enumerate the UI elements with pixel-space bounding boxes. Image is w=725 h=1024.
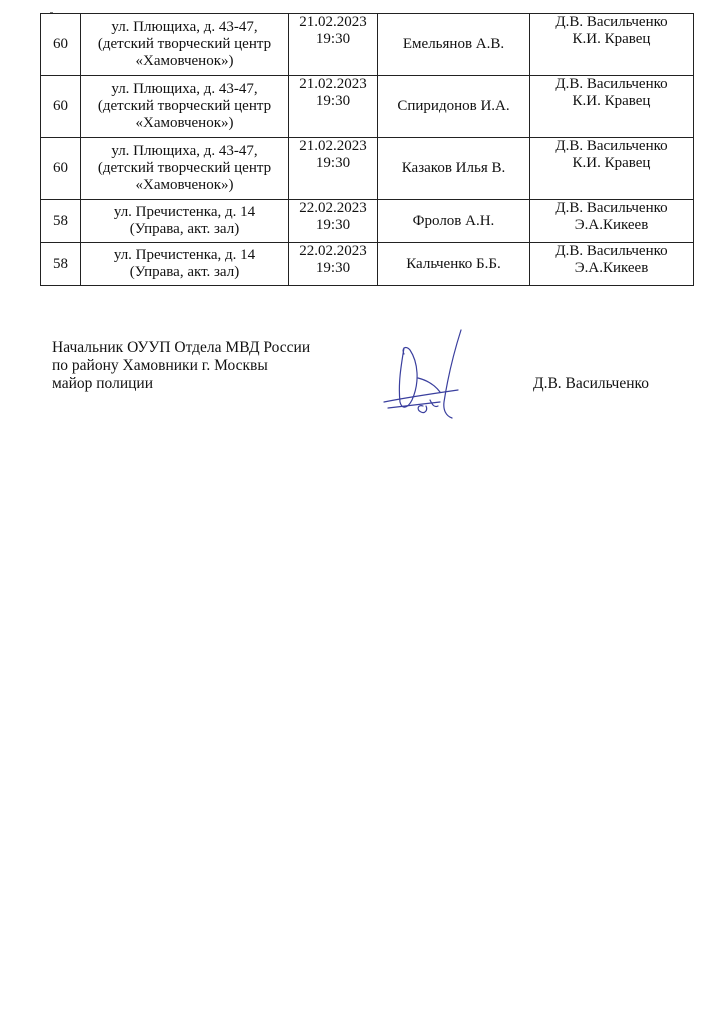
address-line: «Хамовченок») [135,115,234,131]
cell-responsible [530,14,694,76]
responsible-name: Д.В. Васильченко [555,14,668,30]
district-number: 60 [53,160,68,176]
meeting-date: 21.02.2023 [299,14,367,30]
address-line: (детский творческий центр [97,98,272,114]
meeting-time: 19:30 [315,260,351,276]
table-row [41,243,694,286]
cell-address [81,138,289,200]
cell-address [81,76,289,138]
cell-responsible [530,200,694,243]
district-number: 60 [53,36,68,52]
cell-address [81,243,289,286]
meeting-date: 22.02.2023 [299,200,367,216]
meeting-time: 19:30 [315,217,351,233]
cell-district-number [41,76,81,138]
meeting-date: 21.02.2023 [299,138,367,154]
cell-participant [378,138,530,200]
cell-responsible [530,76,694,138]
responsible-name: К.И. Кравец [572,93,651,109]
meeting-schedule-table [40,13,694,286]
address-line: «Хамовченок») [135,53,234,69]
meeting-date: 22.02.2023 [299,243,367,259]
participant-name: Емельянов А.В. [402,36,505,52]
cell-district-number [41,200,81,243]
district-number: 58 [53,212,68,229]
cell-participant [378,14,530,76]
cell-participant [378,200,530,243]
cell-district-number [41,243,81,286]
participant-name: Кальченко Б.Б. [406,255,501,272]
responsible-name: Д.В. Васильченко [555,138,668,154]
responsible-name: Д.В. Васильченко [555,200,668,216]
cell-participant [378,76,530,138]
address-line: ул. Плющиха, д. 43-47, [111,143,258,159]
cell-responsible [530,138,694,200]
cell-address [81,14,289,76]
participant-name: Казаков Илья В. [401,160,506,176]
cell-address [81,200,289,243]
address-line: (Управа, акт. зал) [129,264,240,280]
address-line: ул. Пречистенка, д. 14 [113,247,256,263]
address-line: ул. Пречистенка, д. 14 [113,204,256,220]
cell-date-time [289,14,378,76]
signer-position-line: Начальник ОУУП Отдела МВД России [52,339,311,356]
signer-position-line: майор полиции [52,375,154,392]
table-row [41,14,694,76]
meeting-time: 19:30 [315,155,351,171]
signer-position [52,339,310,393]
address-line: (детский творческий центр [97,36,272,52]
address-line: (Управа, акт. зал) [129,221,240,237]
meeting-time: 19:30 [315,31,351,47]
address-line: ул. Плющиха, д. 43-47, [111,81,258,97]
handwritten-signature [368,318,478,428]
table-row [41,138,694,200]
responsible-name: Д.В. Васильченко [555,243,668,259]
responsible-name: К.И. Кравец [572,31,651,47]
cell-date-time [289,138,378,200]
cell-responsible [530,243,694,286]
district-number: 58 [53,255,68,272]
participant-name: Фролов А.Н. [412,212,495,229]
district-number: 60 [53,98,68,114]
address-line: «Хамовченок») [135,177,234,193]
meeting-time: 19:30 [315,93,351,109]
schedule-rows [41,14,694,286]
signer-position-line: по району Хамовники г. Москвы [52,357,268,374]
table-row [41,200,694,243]
cell-district-number [41,14,81,76]
cell-date-time [289,76,378,138]
responsible-name: К.И. Кравец [572,155,651,171]
responsible-name: Э.А.Кикеев [574,217,649,233]
cell-participant [378,243,530,286]
cell-date-time [289,200,378,243]
address-line: ул. Плющиха, д. 43-47, [111,19,258,35]
participant-name: Спиридонов И.А. [397,98,510,114]
responsible-name: Э.А.Кикеев [574,260,649,276]
address-line: (детский творческий центр [97,160,272,176]
cell-district-number [41,138,81,200]
signer-name: Д.В. Васильченко [533,375,650,392]
cell-date-time [289,243,378,286]
responsible-name: Д.В. Васильченко [555,76,668,92]
meeting-date: 21.02.2023 [299,76,367,92]
table-row [41,76,694,138]
